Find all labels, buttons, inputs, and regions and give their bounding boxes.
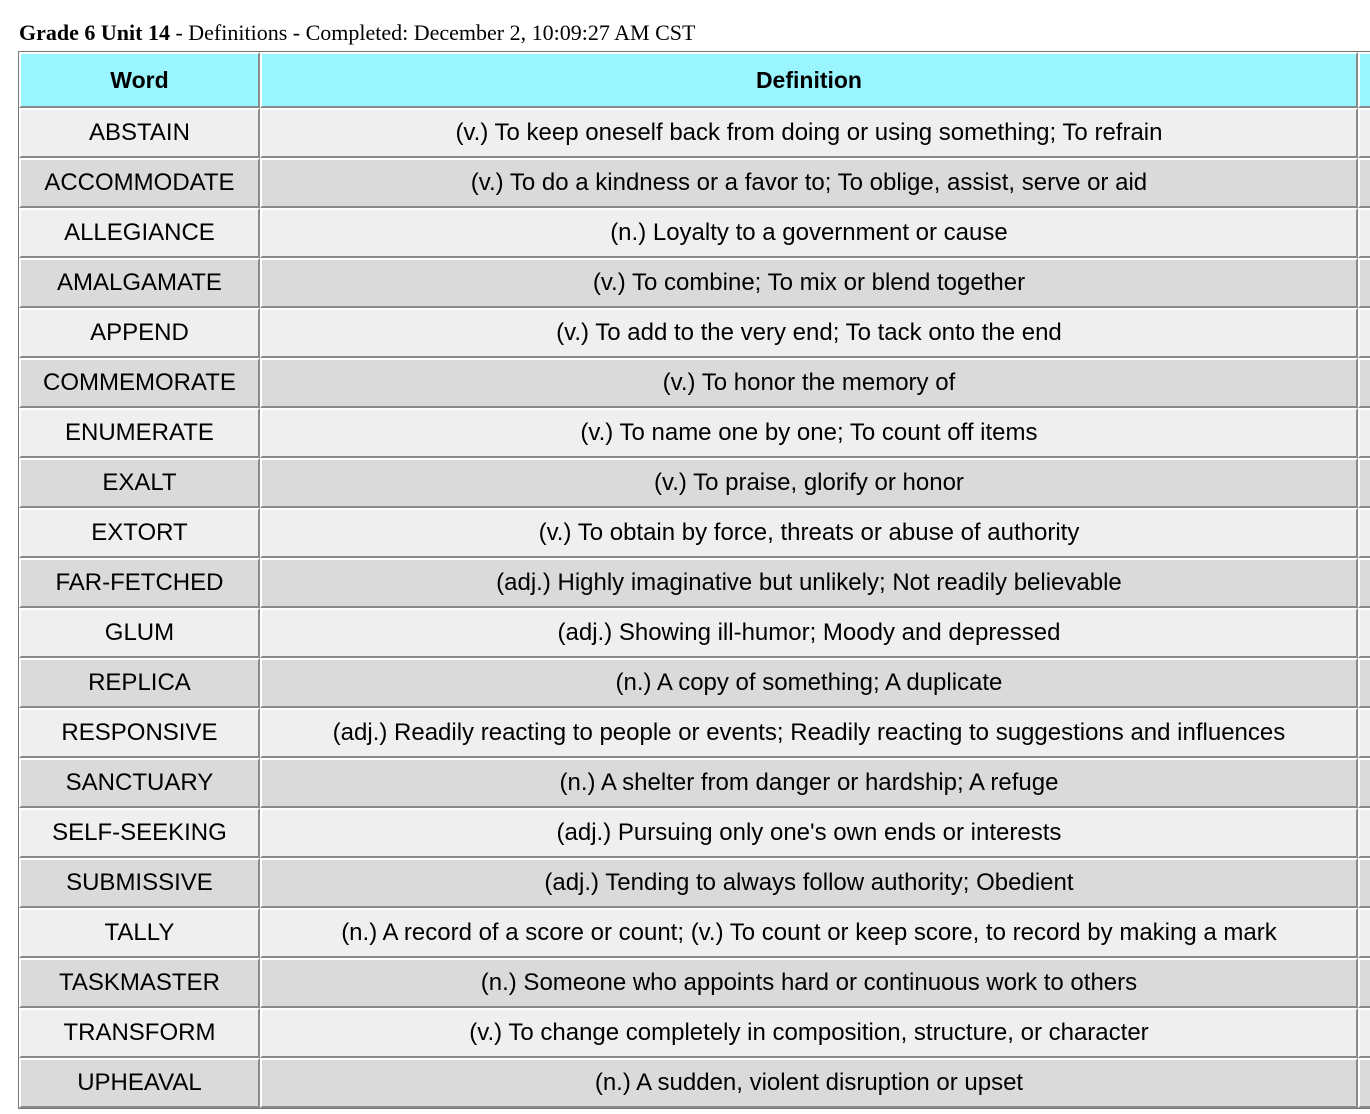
table-row [19, 858, 1370, 908]
definition-cell: (v.) To combine; To mix or blend together [260, 258, 1358, 308]
table-row [19, 208, 1370, 258]
definition-cell: (n.) Someone who appoints hard or continuous work to others [260, 958, 1358, 1008]
definition-cell: (v.) To honor the memory of [260, 358, 1358, 408]
extra-cell [1358, 508, 1370, 558]
unit-title: Grade 6 Unit 14 [19, 20, 170, 45]
extra-cell [1358, 308, 1370, 358]
extra-cell [1358, 358, 1370, 408]
word-cell: ALLEGIANCE [19, 208, 260, 258]
table-row [19, 308, 1370, 358]
word-cell: TRANSFORM [19, 1008, 260, 1058]
page-title [19, 20, 695, 46]
extra-cell [1358, 758, 1370, 808]
table-row [19, 708, 1370, 758]
extra-cell [1358, 1058, 1370, 1108]
definition-cell: (v.) To do a kindness or a favor to; To oblige, assist, serve or aid [260, 158, 1358, 208]
definition-cell: (adj.) Tending to always follow authority; Obedient [260, 858, 1358, 908]
table-row [19, 958, 1370, 1008]
definition-cell: (adj.) Readily reacting to people or events; Readily reacting to suggestions and influences [260, 708, 1358, 758]
table-row [19, 408, 1370, 458]
table-row [19, 908, 1370, 958]
word-cell: EXALT [19, 458, 260, 508]
column-header-word: Word [19, 52, 260, 108]
table-row [19, 558, 1370, 608]
extra-cell [1358, 658, 1370, 708]
word-cell: RESPONSIVE [19, 708, 260, 758]
word-cell: FAR-FETCHED [19, 558, 260, 608]
extra-cell [1358, 258, 1370, 308]
table-row [19, 658, 1370, 708]
word-cell: COMMEMORATE [19, 358, 260, 408]
definition-cell: (n.) A sudden, violent disruption or upset [260, 1058, 1358, 1108]
word-cell: ENUMERATE [19, 408, 260, 458]
word-cell: SANCTUARY [19, 758, 260, 808]
word-cell: ACCOMMODATE [19, 158, 260, 208]
table-row [19, 808, 1370, 858]
definition-cell: (v.) To add to the very end; To tack onto the end [260, 308, 1358, 358]
word-cell: GLUM [19, 608, 260, 658]
extra-cell [1358, 1008, 1370, 1058]
extra-cell [1358, 208, 1370, 258]
table-row [19, 458, 1370, 508]
table-row [19, 108, 1370, 158]
definition-cell: (v.) To praise, glorify or honor [260, 458, 1358, 508]
definitions-table-wrapper [18, 51, 1370, 1109]
definition-cell: (n.) Loyalty to a government or cause [260, 208, 1358, 258]
extra-cell [1358, 558, 1370, 608]
extra-cell [1358, 858, 1370, 908]
extra-cell [1358, 908, 1370, 958]
word-cell: APPEND [19, 308, 260, 358]
extra-cell [1358, 958, 1370, 1008]
definition-cell: (v.) To keep oneself back from doing or using something; To refrain [260, 108, 1358, 158]
definition-cell: (adj.) Showing ill-humor; Moody and depressed [260, 608, 1358, 658]
table-row [19, 258, 1370, 308]
definition-cell: (v.) To name one by one; To count off items [260, 408, 1358, 458]
extra-cell [1358, 708, 1370, 758]
table-row [19, 608, 1370, 658]
definition-cell: (adj.) Pursuing only one's own ends or interests [260, 808, 1358, 858]
table-row [19, 1058, 1370, 1108]
table-row [19, 158, 1370, 208]
column-header-definition: Definition [260, 52, 1358, 108]
table-row [19, 1008, 1370, 1058]
extra-cell [1358, 158, 1370, 208]
word-cell: AMALGAMATE [19, 258, 260, 308]
word-cell: ABSTAIN [19, 108, 260, 158]
extra-cell [1358, 408, 1370, 458]
table-row [19, 358, 1370, 408]
extra-cell [1358, 608, 1370, 658]
extra-cell [1358, 108, 1370, 158]
definition-cell: (adj.) Highly imaginative but unlikely; Not readily believable [260, 558, 1358, 608]
word-cell: TALLY [19, 908, 260, 958]
table-row [19, 508, 1370, 558]
word-cell: REPLICA [19, 658, 260, 708]
definitions-table [18, 51, 1370, 1109]
extra-cell [1358, 808, 1370, 858]
column-header-extra [1358, 52, 1370, 108]
word-cell: TASKMASTER [19, 958, 260, 1008]
word-cell: SUBMISSIVE [19, 858, 260, 908]
word-cell: EXTORT [19, 508, 260, 558]
table-row [19, 758, 1370, 808]
completion-info: - Definitions - Completed: December 2, 10:09:27 AM CST [169, 20, 696, 45]
definition-cell: (n.) A copy of something; A duplicate [260, 658, 1358, 708]
definition-cell: (v.) To obtain by force, threats or abuse of authority [260, 508, 1358, 558]
word-cell: SELF-SEEKING [19, 808, 260, 858]
definition-cell: (v.) To change completely in composition, structure, or character [260, 1008, 1358, 1058]
definition-cell: (n.) A record of a score or count; (v.) To count or keep score, to record by making a mark [260, 908, 1358, 958]
word-cell: UPHEAVAL [19, 1058, 260, 1108]
definition-cell: (n.) A shelter from danger or hardship; A refuge [260, 758, 1358, 808]
table-header-row [19, 52, 1370, 108]
extra-cell [1358, 458, 1370, 508]
